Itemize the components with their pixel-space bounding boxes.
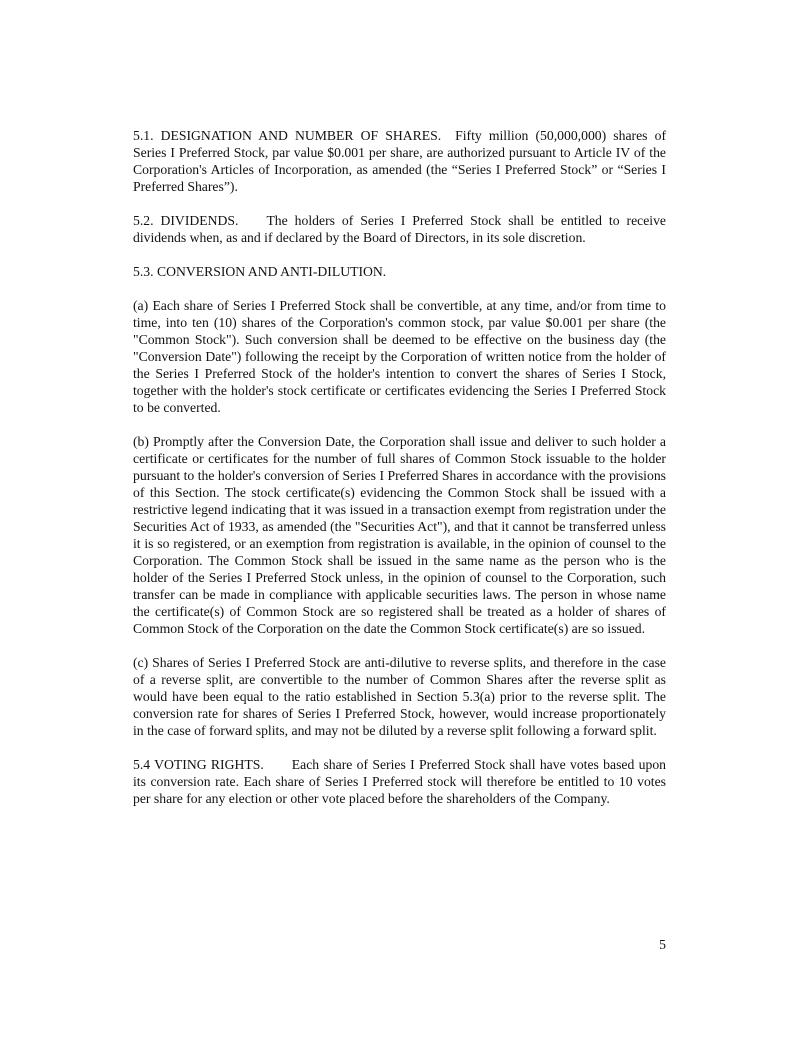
section-5-2-paragraph <box>133 212 666 246</box>
document-body <box>133 127 666 824</box>
section-5-1-paragraph <box>133 127 666 195</box>
section-5-1-text: Fifty million (50,000,000) shares of Series I Preferred Stock, par value $0.001 per share, are authorized pursuant to Article IV of the Corporation's Articles of Incorporation, as amended (the “Series I Preferred Stock” or “Series I Preferred Shares”). <box>133 128 666 194</box>
section-5-2-text: The holders of Series I Preferred Stock shall be entitled to receive dividends when, as and if declared by the Board of Directors, in its sole discretion. <box>133 213 667 245</box>
section-5-3-heading: 5.3. CONVERSION AND ANTI-DILUTION. <box>133 264 387 279</box>
section-5-3-paragraph-b: (b) Promptly after the Conversion Date, the Corporation shall issue and deliver to such holder a certificate or certificates for the number of full shares of Common Stock issuable to the holder pursuant to the holder's conversion of Series I Preferred Shares in accordance with the provisions of this Section. The stock certificate(s) evidencing the Common Stock shall be issued with a restrictive legend indicating that it was issued in a transaction exempt from registration under the Securities Act of 1933, as amended (the "Securities Act"), and that it cannot be transferred unless it is so registered, or an exemption from registration is available, in the opinion of counsel to the Corporation. The Common Stock shall be issued in the same name as the person who is the holder of the Series I Preferred Stock unless, in the opinion of counsel to the Corporation, such transfer can be made in compliance with applicable securities laws. The person in whose name the certificate(s) of Common Stock are so registered shall be treated as a holder of shares of Common Stock of the Corporation on the date the Common Stock certificate(s) are so issued. <box>133 434 666 636</box>
section-5-3-paragraph-a: (a) Each share of Series I Preferred Stock shall be convertible, at any time, and/or from time to time, into ten (10) shares of the Corporation's common stock, par value $0.001 per share (the "Common Stock"). Such conversion shall be deemed to be effective on the business day (the "Conversion Date") following the receipt by the Corporation of written notice from the holder of the Series I Preferred Stock of the holder's intention to convert the shares of Series I Stock, together with the holder's stock certificate or certificates evidencing the Series I Preferred Stock to be converted. <box>133 298 666 415</box>
section-5-4-text: Each share of Series I Preferred Stock shall have votes based upon its conversion rate. Each share of Series I Preferred stock will therefore be entitled to 10 votes per share for any election or other vote placed before the shareholders of the Company. <box>133 757 667 806</box>
section-5-3-paragraph-c: (c) Shares of Series I Preferred Stock are anti-dilutive to reverse splits, and therefore in the case of a reverse split, are convertible to the number of Common Shares after the reverse split as would have been equal to the ratio established in Section 5.3(a) prior to the reverse split. The conversion rate for shares of Series I Preferred Stock, however, would increase proportionately in the case of forward splits, and may not be diluted by a reverse split following a forward split. <box>133 655 666 738</box>
section-5-4-heading: 5.4 VOTING RIGHTS. <box>133 757 264 772</box>
section-5-1-heading: 5.1. DESIGNATION AND NUMBER OF SHARES. <box>133 128 442 143</box>
section-5-4-paragraph <box>133 756 666 807</box>
page-number: 5 <box>659 937 666 952</box>
section-5-2-heading: 5.2. DIVIDENDS. <box>133 213 239 228</box>
